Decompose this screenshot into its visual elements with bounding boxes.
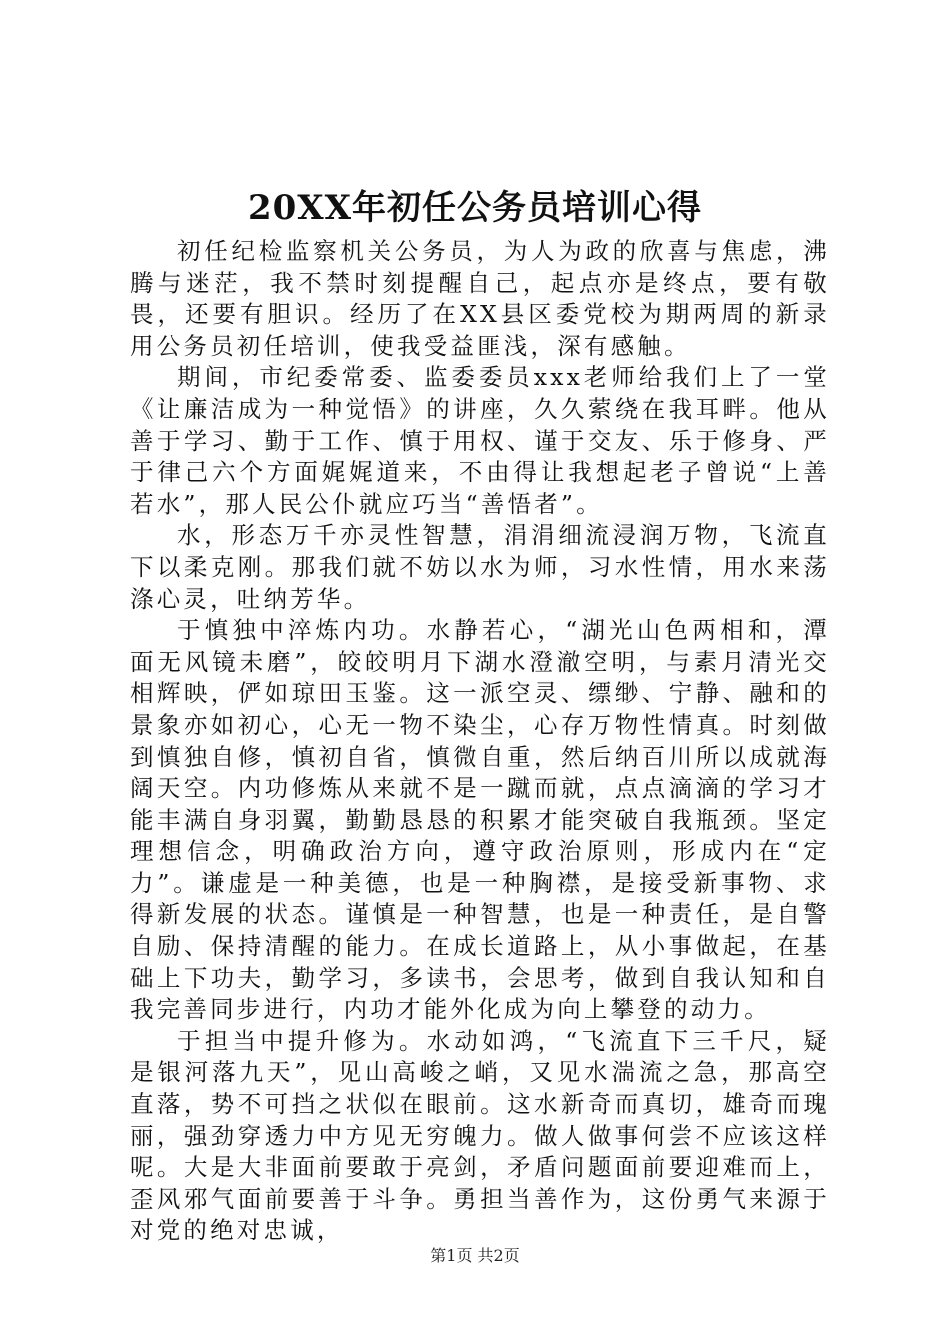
paragraph-5: 于担当中提升修为。水动如鸿，“飞流直下三千尺，疑是银河落九天”，见山高峻之峭，又见水湍流之急，那高空直落，势不可挡之状似在眼前。这水新奇而真切，雄奇而瑰丽，强劲穿透力中方见无穷魄力。做人做事何尝不应该这样呢。大是大非面前要敢于亮剑，矛盾问题面前要迎难而上，歪风邪气面前要善于斗争。勇担当善作为，这份勇气来源于对党的绝对忠诚， — [130, 1026, 830, 1245]
document-title: 20XX年初任公务员培训心得 — [247, 188, 703, 228]
paragraph-4: 于慎独中淬炼内功。水静若心，“湖光山色两相和，潭面无风镜未磨”，皎皎明月下湖水澄澈空明，与素月清光交相辉映，俨如琼田玉鉴。这一派空灵、缥缈、宁静、融和的景象亦如初心，心无一物不染尘，心存万物性情真。时刻做到慎独自修，慎初自省，慎微自重，然后纳百川所以成就海阔天空。内功修炼从来就不是一蹴而就，点点滴滴的学习才能丰满自身羽翼，勤勤恳恳的积累才能突破自我瓶颈。坚定理想信念，明确政治方向，遵守政治原则，形成内在“定力”。谦虚是一种美德，也是一种胸襟，是接受新事物、求得新发展的状态。谨慎是一种智慧，也是一种责任，是自警自励、保持清醒的能力。在成长道路上，从小事做起，在基础上下功夫，勤学习，多读书，会思考，做到自我认知和自我完善同步进行，内功才能外化成为向上攀登的动力。 — [130, 616, 830, 1024]
document-body — [130, 236, 830, 1247]
paragraph-1: 初任纪检监察机关公务员，为人为政的欣喜与焦虑，沸腾与迷茫，我不禁时刻提醒自己，起点亦是终点，要有敬畏，还要有胆识。经历了在XX县区委党校为期两周的新录用公务员初任培训，使我受益匪浅，深有感触。 — [130, 237, 830, 360]
page-number-footer: 第1页 共2页 — [430, 1246, 520, 1265]
paragraph-2: 期间，市纪委常委、监委委员xxx老师给我们上了一堂《让廉洁成为一种觉悟》的讲座，久久萦绕在我耳畔。他从善于学习、勤于工作、慎于用权、谨于交友、乐于修身、严于律己六个方面娓娓道来，不由得让我想起老子曾说“上善若水”，那人民公仆就应巧当“善悟者”。 — [130, 363, 830, 518]
paragraph-3: 水，形态万千亦灵性智慧，涓涓细流浸润万物，飞流直下以柔克刚。那我们就不妨以水为师，习水性情，用水来荡涤心灵，吐纳芳华。 — [130, 521, 830, 613]
